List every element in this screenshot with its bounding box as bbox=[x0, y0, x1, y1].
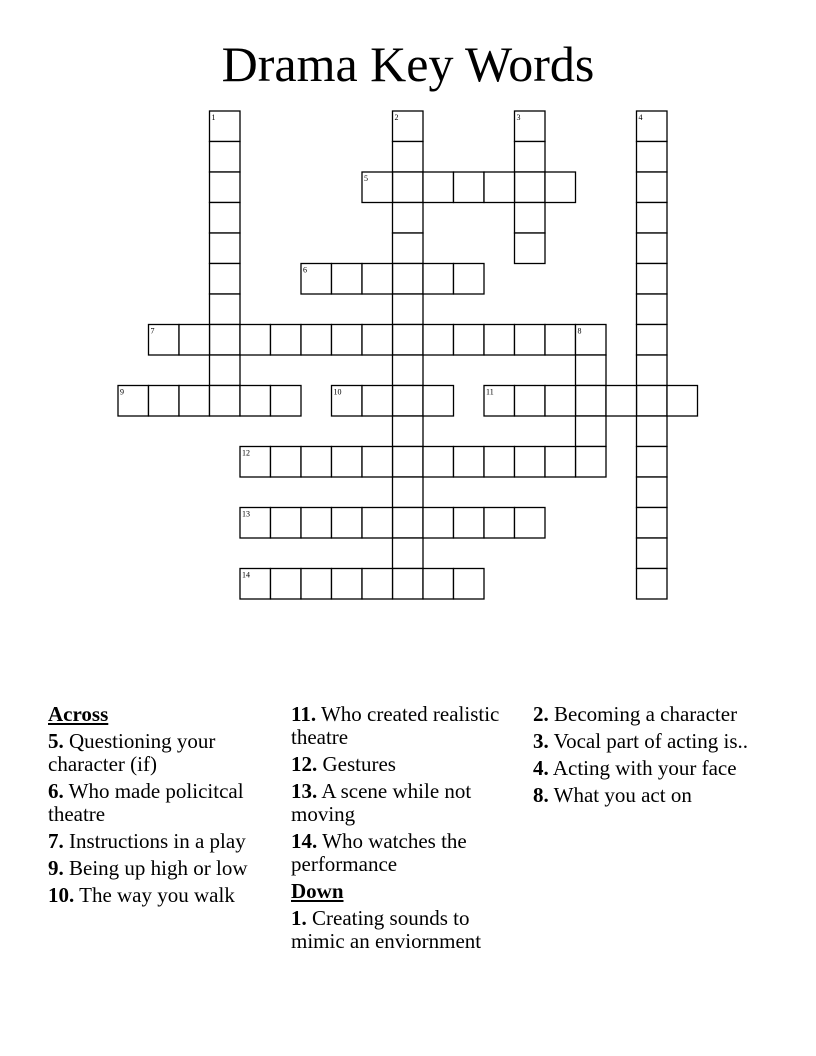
clues-column-1 bbox=[48, 703, 273, 911]
grid-cell[interactable] bbox=[545, 172, 576, 203]
cell-number-6: 6 bbox=[303, 265, 307, 275]
grid-cell[interactable] bbox=[393, 325, 424, 356]
across-heading: Across bbox=[48, 702, 109, 726]
grid-cell[interactable] bbox=[393, 142, 424, 173]
clue-across-13: 13. A scene while not moving bbox=[291, 779, 472, 826]
cell-number-10: 10 bbox=[333, 387, 342, 397]
grid-cell[interactable] bbox=[515, 386, 546, 417]
grid-cell[interactable] bbox=[210, 233, 241, 264]
grid-cell[interactable] bbox=[362, 569, 393, 600]
grid-cell[interactable] bbox=[637, 325, 668, 356]
grid-cell[interactable] bbox=[423, 264, 454, 295]
grid-cell[interactable] bbox=[362, 447, 393, 478]
cell-number-13: 13 bbox=[242, 509, 250, 519]
grid-cell[interactable] bbox=[393, 447, 424, 478]
grid-cell[interactable] bbox=[637, 264, 668, 295]
grid-cell[interactable] bbox=[484, 325, 515, 356]
grid-cell[interactable] bbox=[332, 508, 363, 539]
grid-cell[interactable] bbox=[423, 386, 454, 417]
grid-cell[interactable] bbox=[423, 508, 454, 539]
grid-cell[interactable] bbox=[484, 508, 515, 539]
grid-cell[interactable] bbox=[423, 172, 454, 203]
grid-cell[interactable] bbox=[301, 508, 332, 539]
clue-down-8: 8. What you act on bbox=[533, 783, 692, 807]
grid-cell[interactable] bbox=[637, 142, 668, 173]
grid-cell[interactable] bbox=[637, 508, 668, 539]
clue-across-9: 9. Being up high or low bbox=[48, 856, 248, 880]
grid-cell[interactable] bbox=[393, 386, 424, 417]
grid-cell[interactable] bbox=[515, 508, 546, 539]
grid-cell[interactable] bbox=[454, 172, 485, 203]
cell-number-1: 1 bbox=[211, 113, 216, 122]
grid-cell[interactable] bbox=[637, 538, 668, 569]
grid-cell[interactable] bbox=[301, 569, 332, 600]
grid-cell[interactable] bbox=[393, 233, 424, 264]
grid-cell[interactable] bbox=[545, 386, 576, 417]
clues-column-3 bbox=[533, 703, 758, 811]
cell-number-2: 2 bbox=[394, 113, 399, 122]
clue-down-3: 3. Vocal part of acting is.. bbox=[533, 729, 749, 753]
grid-cell[interactable] bbox=[393, 569, 424, 600]
cell-number-11: 11 bbox=[486, 387, 494, 397]
page-title: Drama Key Words bbox=[221, 36, 595, 92]
grid-cell[interactable] bbox=[515, 172, 546, 203]
clue-across-12: 12. Gestures bbox=[291, 752, 396, 776]
grid-cell[interactable] bbox=[362, 325, 393, 356]
grid-cell[interactable] bbox=[362, 508, 393, 539]
grid-cell[interactable] bbox=[423, 569, 454, 600]
clue-across-6: 6. Who made policitcal theatre bbox=[48, 779, 244, 826]
grid-cell[interactable] bbox=[393, 538, 424, 569]
grid-cell[interactable] bbox=[637, 416, 668, 447]
cell-number-5: 5 bbox=[364, 174, 368, 183]
grid-cell[interactable] bbox=[332, 264, 363, 295]
cell-number-14: 14 bbox=[242, 570, 250, 580]
grid-cell[interactable] bbox=[149, 386, 180, 417]
grid-cell[interactable] bbox=[393, 477, 424, 508]
clue-across-5: 5. Questioning your character (if) bbox=[48, 729, 216, 776]
grid-cell[interactable] bbox=[576, 355, 607, 386]
cell-number-4: 4 bbox=[638, 113, 643, 122]
grid-cell[interactable] bbox=[271, 386, 302, 417]
clue-across-10: 10. The way you walk bbox=[48, 883, 235, 907]
grid-cell[interactable] bbox=[210, 172, 241, 203]
grid-cell[interactable] bbox=[484, 447, 515, 478]
grid-cell[interactable] bbox=[545, 447, 576, 478]
grid-cell[interactable] bbox=[362, 386, 393, 417]
clues-column-2 bbox=[291, 703, 516, 957]
grid-cell[interactable] bbox=[240, 325, 271, 356]
grid-cell[interactable] bbox=[332, 447, 363, 478]
clue-down-4: 4. Acting with your face bbox=[533, 756, 737, 780]
grid-cell[interactable] bbox=[362, 264, 393, 295]
grid-cell[interactable] bbox=[179, 386, 210, 417]
grid-cell[interactable] bbox=[454, 447, 485, 478]
grid-cell[interactable] bbox=[271, 508, 302, 539]
grid-cell[interactable] bbox=[393, 264, 424, 295]
grid-cell[interactable] bbox=[576, 416, 607, 447]
grid-cell[interactable] bbox=[301, 447, 332, 478]
grid-cell[interactable] bbox=[393, 294, 424, 325]
grid-cell[interactable] bbox=[271, 447, 302, 478]
cell-number-3: 3 bbox=[516, 113, 521, 122]
grid-cell[interactable] bbox=[393, 172, 424, 203]
grid-cell[interactable] bbox=[332, 569, 363, 600]
grid-cell[interactable] bbox=[271, 569, 302, 600]
clue-across-11: 11. Who created realistic theatre bbox=[291, 702, 500, 749]
cell-number-8: 8 bbox=[577, 326, 582, 336]
grid-cell[interactable] bbox=[637, 172, 668, 203]
grid-cell[interactable] bbox=[545, 325, 576, 356]
grid-cell[interactable] bbox=[210, 355, 241, 386]
grid-cell[interactable] bbox=[393, 508, 424, 539]
grid-cell[interactable] bbox=[393, 416, 424, 447]
grid-cell[interactable] bbox=[210, 294, 241, 325]
grid-cell[interactable] bbox=[240, 386, 271, 417]
grid-cell[interactable] bbox=[637, 233, 668, 264]
grid-cell[interactable] bbox=[454, 508, 485, 539]
grid-cell[interactable] bbox=[423, 325, 454, 356]
grid-cell[interactable] bbox=[210, 203, 241, 234]
grid-cell[interactable] bbox=[637, 294, 668, 325]
grid-cell[interactable] bbox=[271, 325, 302, 356]
grid-cell[interactable] bbox=[606, 386, 637, 417]
grid-cell[interactable] bbox=[637, 569, 668, 600]
grid-cell[interactable] bbox=[576, 447, 607, 478]
grid-cell[interactable] bbox=[637, 386, 668, 417]
cell-number-9: 9 bbox=[120, 387, 124, 397]
clue-across-14: 14. Who watches the performance bbox=[291, 829, 467, 876]
grid-cell[interactable] bbox=[515, 142, 546, 173]
grid-cell[interactable] bbox=[637, 203, 668, 234]
grid-cell[interactable] bbox=[332, 325, 363, 356]
clue-down-2: 2. Becoming a character bbox=[533, 702, 738, 726]
grid-cell[interactable] bbox=[210, 386, 241, 417]
grid-cell[interactable] bbox=[667, 386, 698, 417]
grid-cell[interactable] bbox=[484, 172, 515, 203]
grid-cell[interactable] bbox=[515, 447, 546, 478]
grid-cell[interactable] bbox=[301, 325, 332, 356]
cell-number-12: 12 bbox=[242, 448, 250, 458]
grid-cell[interactable] bbox=[210, 142, 241, 173]
grid-cell[interactable] bbox=[515, 325, 546, 356]
grid-cell[interactable] bbox=[454, 569, 485, 600]
cell-number-7: 7 bbox=[150, 326, 155, 336]
grid-cell[interactable] bbox=[393, 203, 424, 234]
down-heading: Down bbox=[291, 879, 344, 903]
grid-cell[interactable] bbox=[515, 233, 546, 264]
grid-cell[interactable] bbox=[454, 325, 485, 356]
clue-across-7: 7. Instructions in a play bbox=[48, 829, 246, 853]
grid-cell[interactable] bbox=[637, 477, 668, 508]
grid-cell[interactable] bbox=[637, 355, 668, 386]
grid-cell[interactable] bbox=[393, 355, 424, 386]
grid-cell[interactable] bbox=[179, 325, 210, 356]
grid-cell[interactable] bbox=[637, 447, 668, 478]
grid-cell[interactable] bbox=[515, 203, 546, 234]
grid-cell[interactable] bbox=[210, 264, 241, 295]
clue-down-1: 1. Creating sounds to mimic an enviornment bbox=[291, 906, 482, 953]
grid-cell[interactable] bbox=[454, 264, 485, 295]
grid-cell[interactable] bbox=[576, 386, 607, 417]
grid-cell[interactable] bbox=[423, 447, 454, 478]
grid-cell[interactable] bbox=[210, 325, 241, 356]
